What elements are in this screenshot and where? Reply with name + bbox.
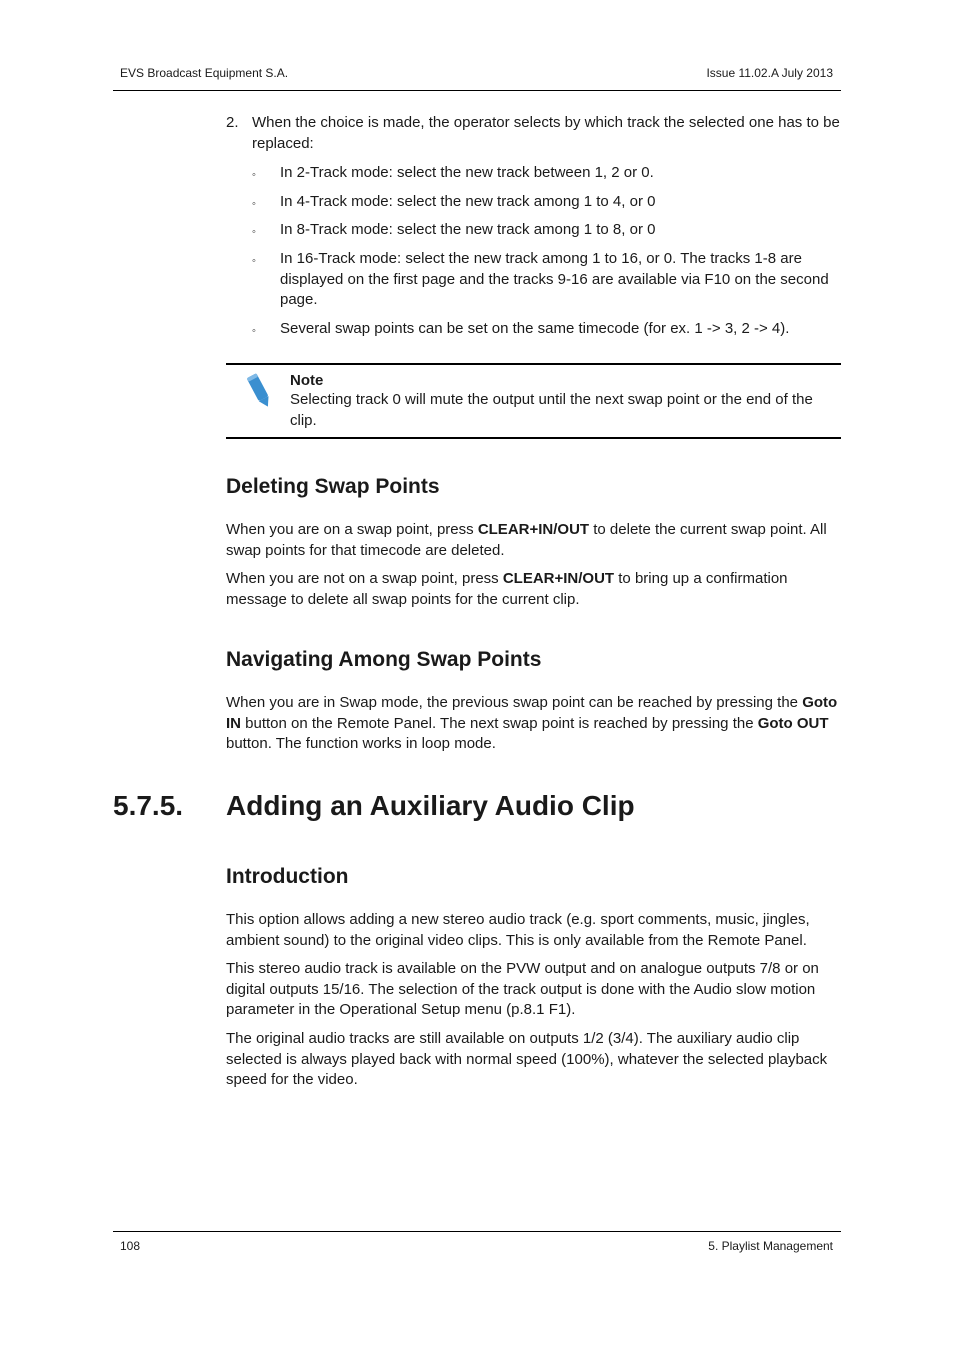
section-number: 5.7.5. [113, 790, 184, 821]
footer-page-number: 108 [120, 1239, 141, 1253]
step-number: 2. [226, 114, 239, 131]
button-name: Goto OUT [757, 714, 829, 732]
footer-section: 5. Playlist Management [708, 1239, 833, 1253]
note-text: Selecting track 0 will mute the output until the next swap point or the end of the clip. [290, 391, 813, 429]
header-rule [113, 90, 841, 91]
text-run: to bring up a confirmation message to delete all swap points for the current clip. [226, 570, 788, 608]
paragraph-deleting-2 [226, 569, 842, 610]
step-text: When the choice is made, the operator selects by which track the selected one has to be replaced: [252, 114, 840, 152]
heading-deleting-swap-points: Deleting Swap Points [226, 475, 440, 498]
header-issue: Issue 11.02.A July 2013 [706, 66, 833, 80]
footer-rule [113, 1231, 841, 1232]
key-combo: CLEAR+IN/OUT [477, 521, 590, 538]
list-item-text: In 8-Track mode: select the new track among 1 to 8, or 0 [280, 221, 656, 238]
heading-introduction: Introduction [226, 865, 349, 888]
section-title: Adding an Auxiliary Audio Clip [226, 790, 635, 821]
paragraph-navigating [226, 693, 842, 755]
bullet-mark: ◦ [252, 169, 256, 181]
bullet-mark: ◦ [252, 226, 256, 238]
paragraph-intro-2: This stereo audio track is available on the PVW output and on analogue outputs 7/8 or on digital outputs 15/16. The selection of the track output is done with the Audio slow motion parameter in the Operational Setup menu (p.8.1 F1). [226, 960, 819, 1018]
list-item-text: In 16-Track mode: select the new track among 1 to 16, or 0. The tracks 1-8 are displayed on the first page and the tracks 9-16 are available via F10 on the second page. [280, 250, 829, 308]
text-run: button. The function works in loop mode. [226, 735, 496, 752]
text-run: button on the Remote Panel. The next swap point is reached by pressing the [241, 714, 758, 732]
text-run: When you are on a swap point, press [226, 521, 478, 538]
bullet-mark: ◦ [252, 325, 256, 337]
list-item-text: In 2-Track mode: select the new track between 1, 2 or 0. [280, 164, 654, 181]
text-run: to delete the current swap point. All swap points for that timecode are deleted. [226, 521, 827, 559]
list-item-text: Several swap points can be set on the same timecode (for ex. 1 -> 3, 2 -> 4). [280, 320, 790, 337]
heading-navigating-swap-points: Navigating Among Swap Points [226, 648, 542, 671]
button-name: Goto IN [226, 694, 838, 732]
bullet-mark: ◦ [252, 255, 256, 267]
note-title: Note [290, 372, 324, 389]
text-run: When you are in Swap mode, the previous swap point can be reached by pressing the [226, 694, 803, 711]
pencil-icon [242, 371, 276, 411]
list-item-text: In 4-Track mode: select the new track among 1 to 4, or 0 [280, 193, 656, 210]
header-company: EVS Broadcast Equipment S.A. [120, 66, 289, 80]
paragraph-deleting-1 [226, 520, 842, 561]
note-box [226, 363, 841, 439]
paragraph-intro-1: This option allows adding a new stereo audio track (e.g. sport comments, music, jingles, ambient sound) to the original video clips. This is only available from the Remote Panel. [226, 911, 810, 949]
text-run: When you are not on a swap point, press [226, 570, 503, 587]
paragraph-intro-3: The original audio tracks are still available on outputs 1/2 (3/4). The auxiliary audio clip selected is always played back with normal speed (100%), whatever the selected playback speed for the video. [226, 1030, 828, 1088]
key-combo: CLEAR+IN/OUT [502, 570, 615, 587]
bullet-mark: ◦ [252, 198, 256, 210]
